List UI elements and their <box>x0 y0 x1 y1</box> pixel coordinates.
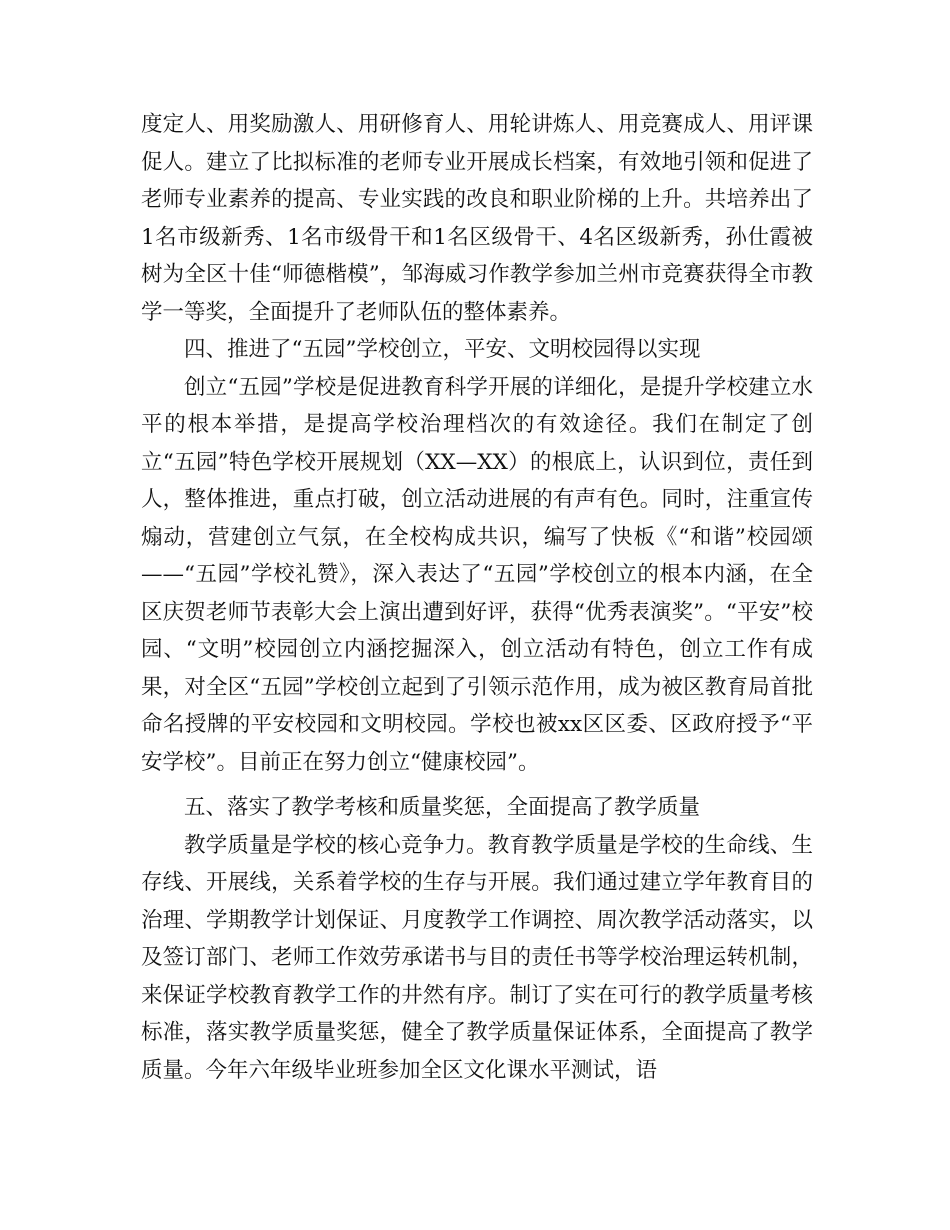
paragraph-five-garden-school: 创立“五园”学校是促进教育科学开展的详细化，是提升学校建立水平的根本举措，是提高学校治理档次的有效途径。我们在制定了创立“五园”特色学校开展规划（XX—XX）的根底上，认识到位，责任到人，整体推进，重点打破，创立活动进展的有声有色。同时，注重宣传煽动，营建创立气氛，在全校构成共识，编写了快板《“和谐”校园颂——“五园”学校礼赞》，深入表达了“五园”学校创立的根本内涵，在全区庆贺老师节表彰大会上演出遭到好评，获得“优秀表演奖”。“平安”校园、“文明”校园创立内涵挖掘深入，创立活动有特色，创立工作有成果，对全区“五园”学校创立起到了引领示范作用，成为被区教育局首批命名授牌的平安校园和文明校园。学校也被xx区区委、区政府授予“平安学校”。目前正在努力创立“健康校园”。 <box>141 374 813 775</box>
paragraph-teacher-development: 度定人、用奖励激人、用研修育人、用轮讲炼人、用竞赛成人、用评课促人。建立了比拟标准的老师专业开展成长档案，有效地引领和促进了老师专业素养的提高、专业实践的改良和职业阶梯的上升。共培养出了1名市级新秀、1名市级骨干和1名区级骨干、4名区级新秀，孙仕霞被树为全区十佳“师德楷模”，邹海威习作教学参加兰州市竞赛获得全市教学一等奖，全面提升了老师队伍的整体素养。 <box>141 112 813 325</box>
paragraph-teaching-quality: 教学质量是学校的核心竞争力。教育教学质量是学校的生命线、生存线、开展线，关系着学校的生存与开展。我们通过建立学年教育目的治理、学期教学计划保证、月度教学工作调控、周次教学活动落实，以及签订部门、老师工作效劳承诺书与目的责任书等学校治理运转机制，来保证学校教育教学工作的井然有序。制订了实在可行的教学质量考核标准，落实教学质量奖惩，健全了教学质量保证体系，全面提高了教学质量。今年六年级毕业班参加全区文化课水平测试，语 <box>141 832 813 1083</box>
section-heading-four: 四、推进了“五园”学校创立，平安、文明校园得以实现 <box>184 337 701 362</box>
section-heading-five: 五、落实了教学考核和质量奖惩，全面提高了教学质量 <box>184 795 701 820</box>
document-body <box>141 106 813 1089</box>
